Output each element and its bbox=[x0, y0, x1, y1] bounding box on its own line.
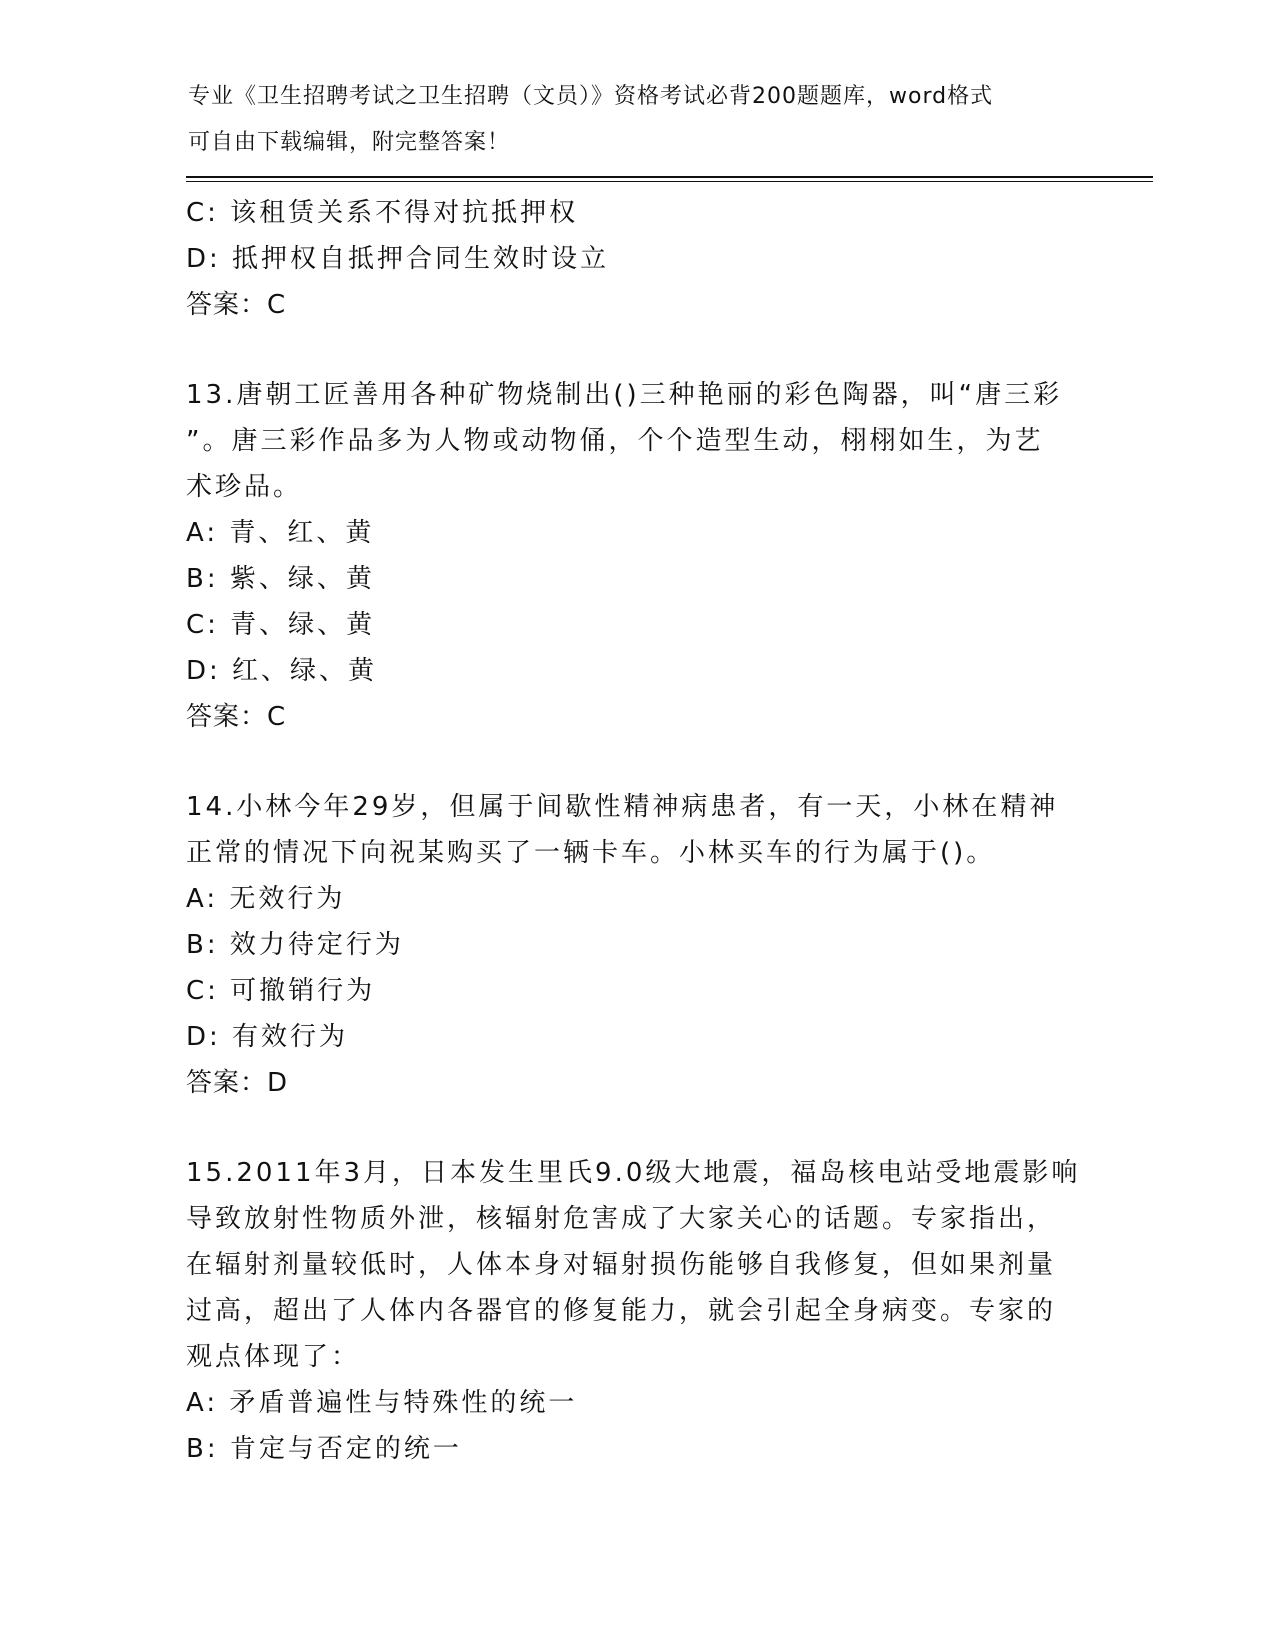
question-text-line: ”。唐三彩作品多为人物或动物俑，个个造型生动，栩栩如生，为艺 bbox=[186, 426, 1044, 456]
question-text-line: 13.唐朝工匠善用各种矿物烧制出()三种艳丽的彩色陶器，叫“唐三彩 bbox=[186, 380, 1063, 410]
header-line-2: 可自由下载编辑，附完整答案！ bbox=[188, 130, 511, 155]
option-a: A: 无效行为 bbox=[186, 884, 346, 914]
answer-value: C bbox=[267, 702, 289, 732]
header-rule-thin bbox=[186, 181, 1153, 182]
question-block-13 bbox=[186, 372, 1086, 740]
question-text-line: 15.2011年3月，日本发生里氏9.0级大地震，福岛核电站受地震影响 bbox=[186, 1158, 1081, 1188]
answer-value: C bbox=[267, 290, 289, 320]
spacer bbox=[186, 328, 1086, 372]
answer-line bbox=[186, 282, 1086, 328]
spacer bbox=[186, 740, 1086, 784]
option-d: D: 抵押权自抵押合同生效时设立 bbox=[186, 244, 610, 274]
question-block-14 bbox=[186, 784, 1086, 1106]
question-text-line: 导致放射性物质外泄，核辐射危害成了大家关心的话题。专家指出， bbox=[186, 1204, 1057, 1234]
answer-label: 答案： bbox=[186, 1068, 268, 1098]
question-text-line: 过高，超出了人体内各器官的修复能力，就会引起全身病变。专家的 bbox=[186, 1296, 1057, 1326]
option-d: D: 红、绿、黄 bbox=[186, 656, 378, 686]
header-line-1: 专业《卫生招聘考试之卫生招聘（文员）》资格考试必背200题题库，word格式 bbox=[188, 84, 994, 109]
spacer bbox=[186, 1106, 1086, 1150]
question-block-12 bbox=[186, 190, 1086, 328]
question-text-line: 术珍品。 bbox=[186, 472, 303, 502]
option-a: A: 青、红、黄 bbox=[186, 518, 375, 548]
question-text-line: 正常的情况下向祝某购买了一辆卡车。小林买车的行为属于()。 bbox=[186, 838, 996, 868]
question-text-line: 观点体现了： bbox=[186, 1342, 361, 1372]
question-text-line: 在辐射剂量较低时，人体本身对辐射损伤能够自我修复，但如果剂量 bbox=[186, 1250, 1057, 1280]
option-c: C: 青、绿、黄 bbox=[186, 610, 376, 640]
option-c: C: 可撤销行为 bbox=[186, 976, 376, 1006]
answer-label: 答案： bbox=[186, 290, 268, 320]
option-a: A: 矛盾普遍性与特殊性的统一 bbox=[186, 1388, 578, 1418]
answer-line bbox=[186, 694, 1086, 740]
question-text-line: 14.小林今年29岁，但属于间歇性精神病患者，有一天，小林在精神 bbox=[186, 792, 1059, 822]
document-header bbox=[188, 74, 1088, 166]
option-b: B: 效力待定行为 bbox=[186, 930, 404, 960]
question-block-15 bbox=[186, 1150, 1086, 1472]
answer-value: D bbox=[267, 1068, 291, 1098]
option-b: B: 肯定与否定的统一 bbox=[186, 1434, 462, 1464]
answer-line bbox=[186, 1060, 1086, 1106]
option-b: B: 紫、绿、黄 bbox=[186, 564, 375, 594]
option-d: D: 有效行为 bbox=[186, 1022, 349, 1052]
answer-label: 答案： bbox=[186, 702, 268, 732]
header-rule-thick bbox=[186, 176, 1153, 178]
option-c: C: 该租赁关系不得对抗抵押权 bbox=[186, 198, 579, 228]
question-content bbox=[186, 190, 1086, 1472]
